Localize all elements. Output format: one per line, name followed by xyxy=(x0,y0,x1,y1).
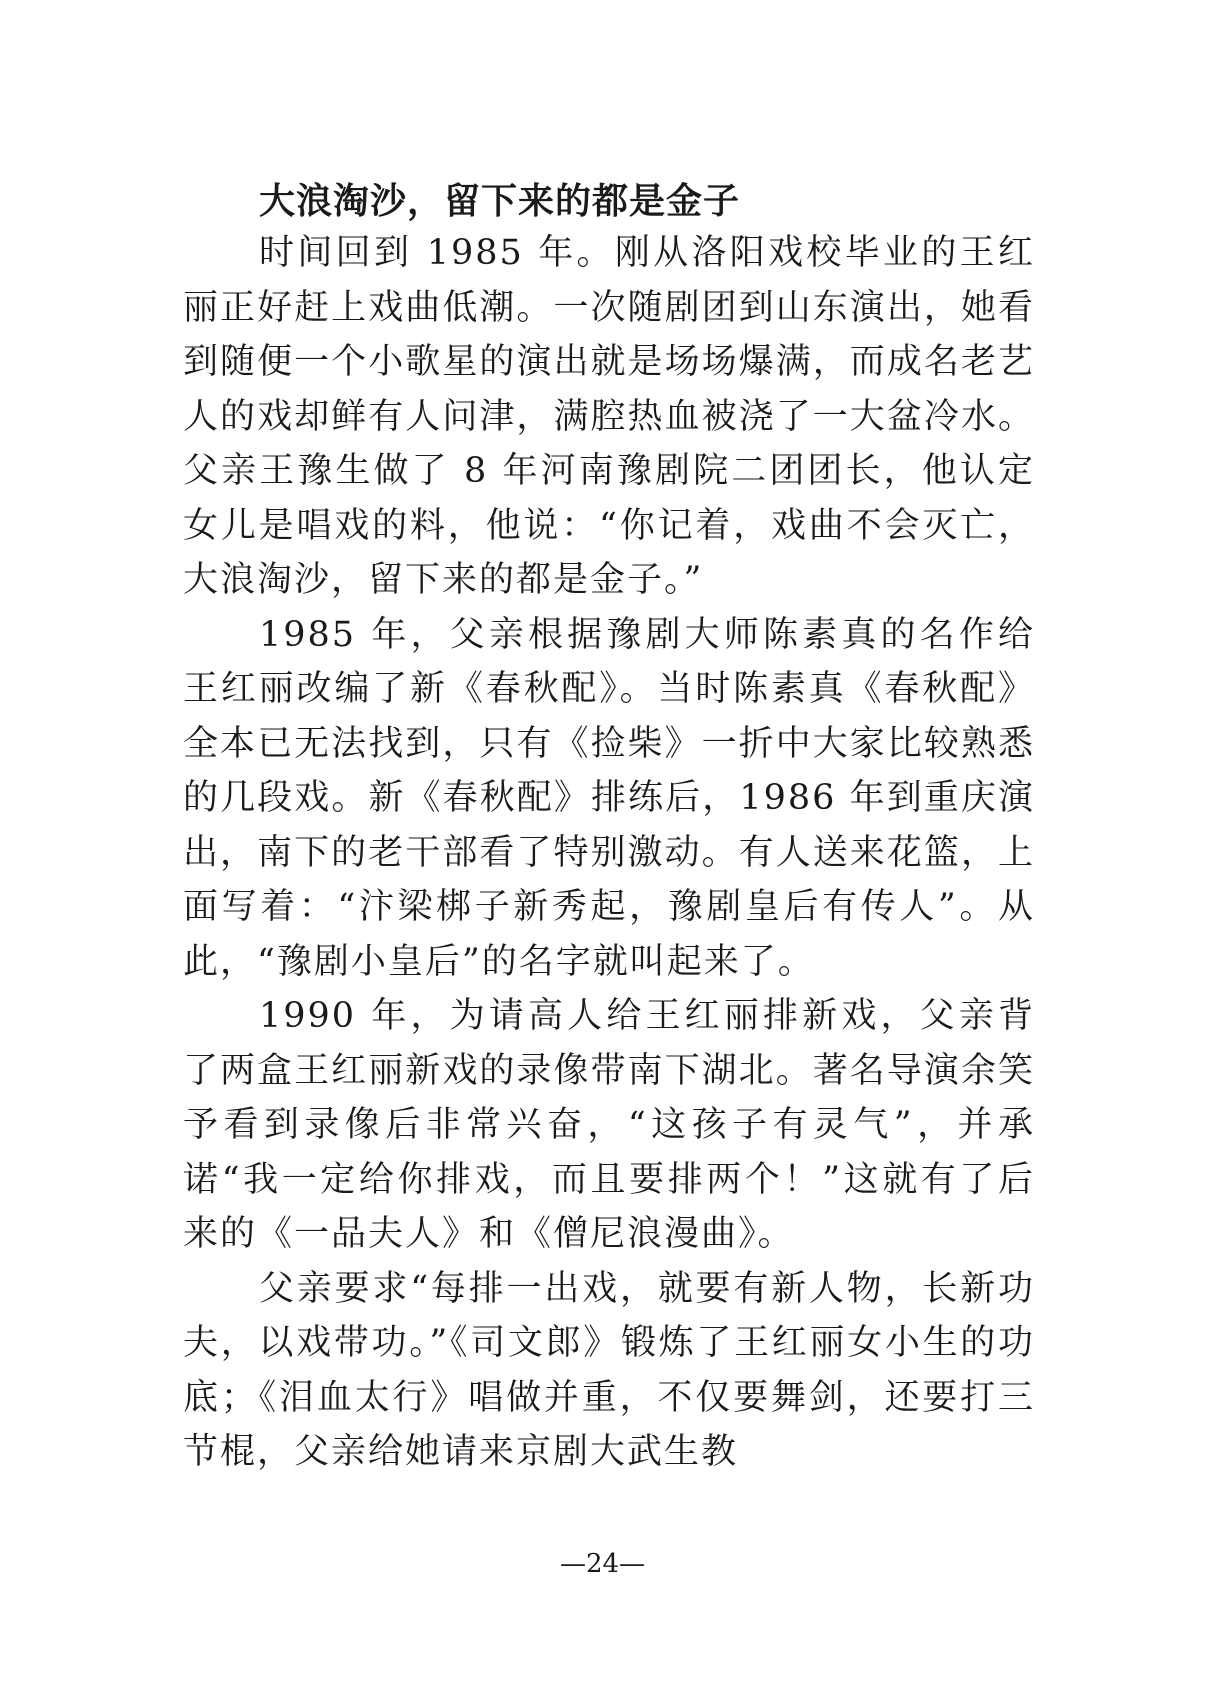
paragraph-2: 1985 年，父亲根据豫剧大师陈素真的名作给王红丽改编了新《春秋配》。当时陈素真《春秋配》全本已无法找到，只有《捡柴》一折中大家比较熟悉的几段戏。新《春秋配》排练后，1986 年到重庆演出，南下的老干部看了特别激动。有人送来花篮，上面写着：“汴梁梆子新秀起，豫剧皇后有传人”。从此，“豫剧小皇后”的名字就叫起来了。 xyxy=(183,614,1035,982)
body-text-column xyxy=(183,178,1035,1480)
page-number: —24— xyxy=(559,1549,646,1579)
paragraph-4: 父亲要求“每排一出戏，就要有新人物，长新功夫，以戏带功。”《司文郎》锻炼了王红丽女小生的功底；《泪血太行》唱做并重，不仅要舞剑，还要打三节棍，父亲给她请来京剧大武生教 xyxy=(183,1268,1035,1472)
paragraph-1: 时间回到 1985 年。刚从洛阳戏校毕业的王红丽正好赶上戏曲低潮。一次随剧团到山东演出，她看到随便一个小歌星的演出就是场场爆满，而成名老艺人的戏却鲜有人问津，满腔热血被浇了一大盆冷水。父亲王豫生做了 8 年河南豫剧院二团团长，他认定女儿是唱戏的料，他说：“你记着，戏曲不会灭亡，大浪淘沙，留下来的都是金子。” xyxy=(183,233,1035,600)
paragraph-3: 1990 年，为请高人给王红丽排新戏，父亲背了两盒王红丽新戏的录像带南下湖北。著名导演余笑予看到录像后非常兴奋，“这孩子有灵气”，并承诺“我一定给你排戏，而且要排两个！”这就有了后来的《一品夫人》和《僧尼浪漫曲》。 xyxy=(183,996,1035,1254)
section-heading: 大浪淘沙，留下来的都是金子 xyxy=(259,181,741,222)
